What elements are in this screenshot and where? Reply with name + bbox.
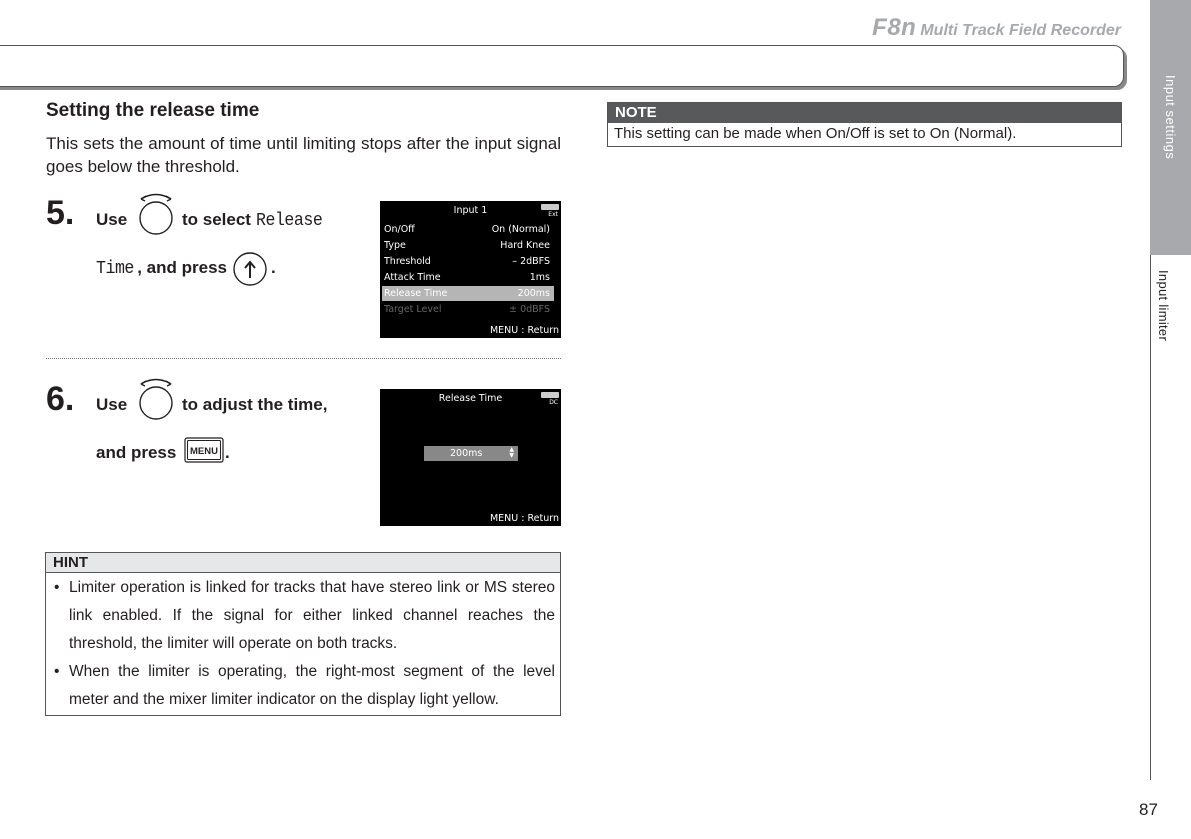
step-6-end: . [225,443,230,462]
step-5-item-release: Release [255,211,323,231]
header-title [872,14,1121,42]
row-label: Threshold [384,256,431,267]
hint-item: • Limiter operation is linked for tracks that have stereo link or MS stereo link enabled. If the signal for either linked channel reaches the threshold, the limiter will operate on both tracks. [52,574,555,658]
hint-title: HINT [46,553,560,573]
note-text: This setting can be made when On/Off is set to On (Normal). [614,125,1017,142]
row-label: Attack Time [384,272,441,283]
step-5-to-select: to select [182,210,251,229]
step-5-line-1 [96,210,127,230]
menu-row-target-level [382,302,554,317]
screen-release-time [380,389,561,526]
row-value: 200ms [517,288,550,299]
menu-key-icon [184,437,224,463]
step-5-line-1b [182,210,328,231]
row-label: On/Off [384,224,415,235]
release-time-value-box [424,446,518,461]
step-5-and-press: , and press [137,258,227,277]
side-divider [1150,255,1151,780]
step-6-use: Use [96,395,128,414]
row-value: 1ms [529,272,550,283]
menu-row-type [382,238,554,253]
menu-row-threshold [382,254,554,269]
step-divider [46,358,561,359]
page-number: 87 [1139,800,1158,819]
menu-row-attack-time [382,270,554,285]
row-value: ± 0dBFS [509,304,550,315]
step-5-use: Use [96,210,128,229]
screen-2-footer: MENU : Return [489,513,559,524]
row-value: On (Normal) [491,224,550,235]
header-subtitle: Multi Track Field Recorder [920,22,1121,39]
battery-icon [541,392,559,398]
section-tab-label: Input limiter [1156,270,1171,342]
screen-1-title: Input 1 [453,205,488,216]
hint-item: • When the limiter is operating, the right-most segment of the level meter and the mixer limiter indicator on the display light yellow. [52,658,555,714]
up-down-arrows-icon: ▲ ▼ [509,446,514,459]
dial-press-icon [229,248,271,290]
model-name: F8n [872,14,917,41]
step-6-number: 6. [46,380,75,418]
release-time-value: 200ms [450,448,483,459]
step-5-end: . [271,258,276,277]
row-value: Hard Knee [500,240,550,251]
row-value: – 2dBFS [512,256,550,267]
row-label: Type [384,240,406,251]
note-box [607,102,1122,147]
menu-row-release-time [382,286,554,301]
battery-icon [541,204,559,210]
header-bar [0,45,1124,87]
step-5-line-2 [96,258,227,279]
row-label: Target Level [384,304,442,315]
row-label: Release Time [384,288,448,299]
menu-row-on-off [382,222,554,237]
step-6-and-press: and press [96,443,177,462]
screen-1-footer: MENU : Return [489,325,559,336]
hint-list [46,573,560,715]
screen-2-title: Release Time [438,393,503,404]
step-5-number: 5. [46,194,75,232]
hint-box [45,552,561,716]
intro-text: This sets the amount of time until limiting stops after the input signal goes below the threshold. [46,134,561,176]
chapter-tab-label: Input settings [1163,75,1178,160]
menu-key-label: MENU [190,446,218,457]
step-5-item-time: Time [96,259,134,279]
power-source-label: DC [549,399,558,406]
dial-icon [136,191,176,239]
screen-input-limiter-menu [380,201,561,338]
section-heading: Setting the release time [46,100,260,121]
power-source-label: Ext [548,211,558,218]
note-title: NOTE [608,103,1121,123]
step-6-to-adjust: to adjust the time, [182,395,328,414]
dial-icon [136,376,176,424]
